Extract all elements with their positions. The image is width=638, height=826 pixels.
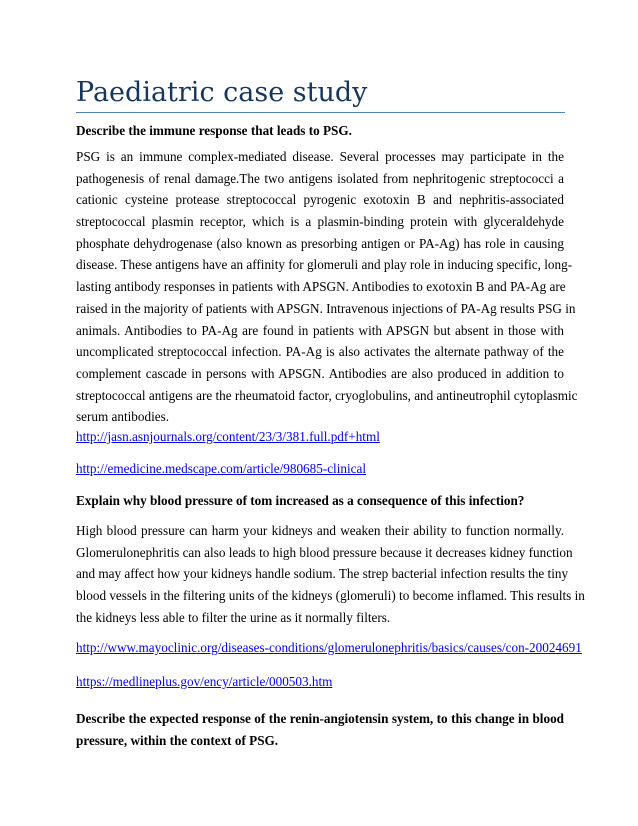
text-line: pathogenesis of renal damage.The two antigens isolated from nephritogenic streptococci a — [76, 170, 564, 186]
text-line: disease. These antigens have an affinity for glomeruli and play role in inducing specific, long- — [76, 257, 573, 273]
text-line: PSG is an immune complex-mediated disease. Several processes may participate in the — [76, 149, 564, 164]
reference-link-medscape[interactable]: http://emedicine.medscape.com/article/980685-clinical — [76, 461, 367, 476]
reference-link-mayoclinic[interactable]: http://www.mayoclinic.org/diseases-conditions/glomerulonephritis/basics/causes/con-20024691 — [76, 640, 582, 655]
text-line: Describe the expected response of the renin-angiotensin system, to this change in blood — [76, 711, 564, 726]
text-line: animals. Antibodies to PA-Ag are found in patients with APSGN but absent in those with — [76, 322, 564, 338]
title-underline — [76, 112, 565, 113]
text-line: serum antibodies. — [76, 409, 170, 425]
text-line: blood vessels in the filtering units of the kidneys (glomeruli) to become inflamed. This results in — [76, 588, 585, 604]
text-line: phosphate dehydrogenase (also known as presorbing antigen or PA-Ag) has role in causing — [76, 235, 564, 251]
question-2-answer — [76, 520, 585, 628]
reference-link-medlineplus[interactable]: https://medlineplus.gov/ency/article/000503.htm — [76, 674, 333, 689]
text-line: and may affect how your kidneys handle sodium. The strep bacterial infection results the tiny — [76, 566, 569, 582]
text-line: Glomerulonephritis can also leads to high blood pressure because it decreases kidney function — [76, 544, 573, 560]
text-line: raised in the majority of patients with APSGN. Intravenous injections of PA-Ag results PSG in — [76, 300, 576, 316]
question-3-heading — [76, 708, 564, 751]
text-line: uncomplicated streptococcal infection. PA-Ag is also activates the alternate pathway of the — [76, 344, 564, 360]
text-line: streptococcal antigens are the rheumatoid factor, cryoglobulins, and antineutrophil cytoplasmic — [76, 387, 578, 403]
reference-link-jasn[interactable]: http://jasn.asnjournals.org/content/23/3/381.full.pdf+html — [76, 429, 380, 444]
text-line: High blood pressure can harm your kidneys and weaken their ability to function normally. — [76, 523, 564, 538]
question-1-answer — [76, 146, 578, 428]
page-title: Paediatric case study — [76, 77, 368, 108]
text-line: streptococcal plasmin receptor, which is a plasmin-binding protein with glyceraldehyde — [76, 214, 564, 230]
text-line: complement cascade in persons with APSGN. Antibodies are also produced in addition to — [76, 365, 564, 381]
text-line: the kidneys less able to filter the urine as it normally filters. — [76, 609, 391, 625]
text-line: pressure, within the context of PSG. — [76, 732, 279, 748]
text-line: lasting antibody responses in patients with APSGN. Antibodies to exotoxin B and PA-Ag are — [76, 279, 566, 295]
question-1-heading: Describe the immune response that leads to PSG. — [76, 123, 352, 138]
question-2-heading: Explain why blood pressure of tom increased as a consequence of this infection? — [76, 493, 525, 508]
text-line: cationic cysteine protease streptococcal pyrogenic exotoxin B and nephritis-associated — [76, 192, 564, 208]
